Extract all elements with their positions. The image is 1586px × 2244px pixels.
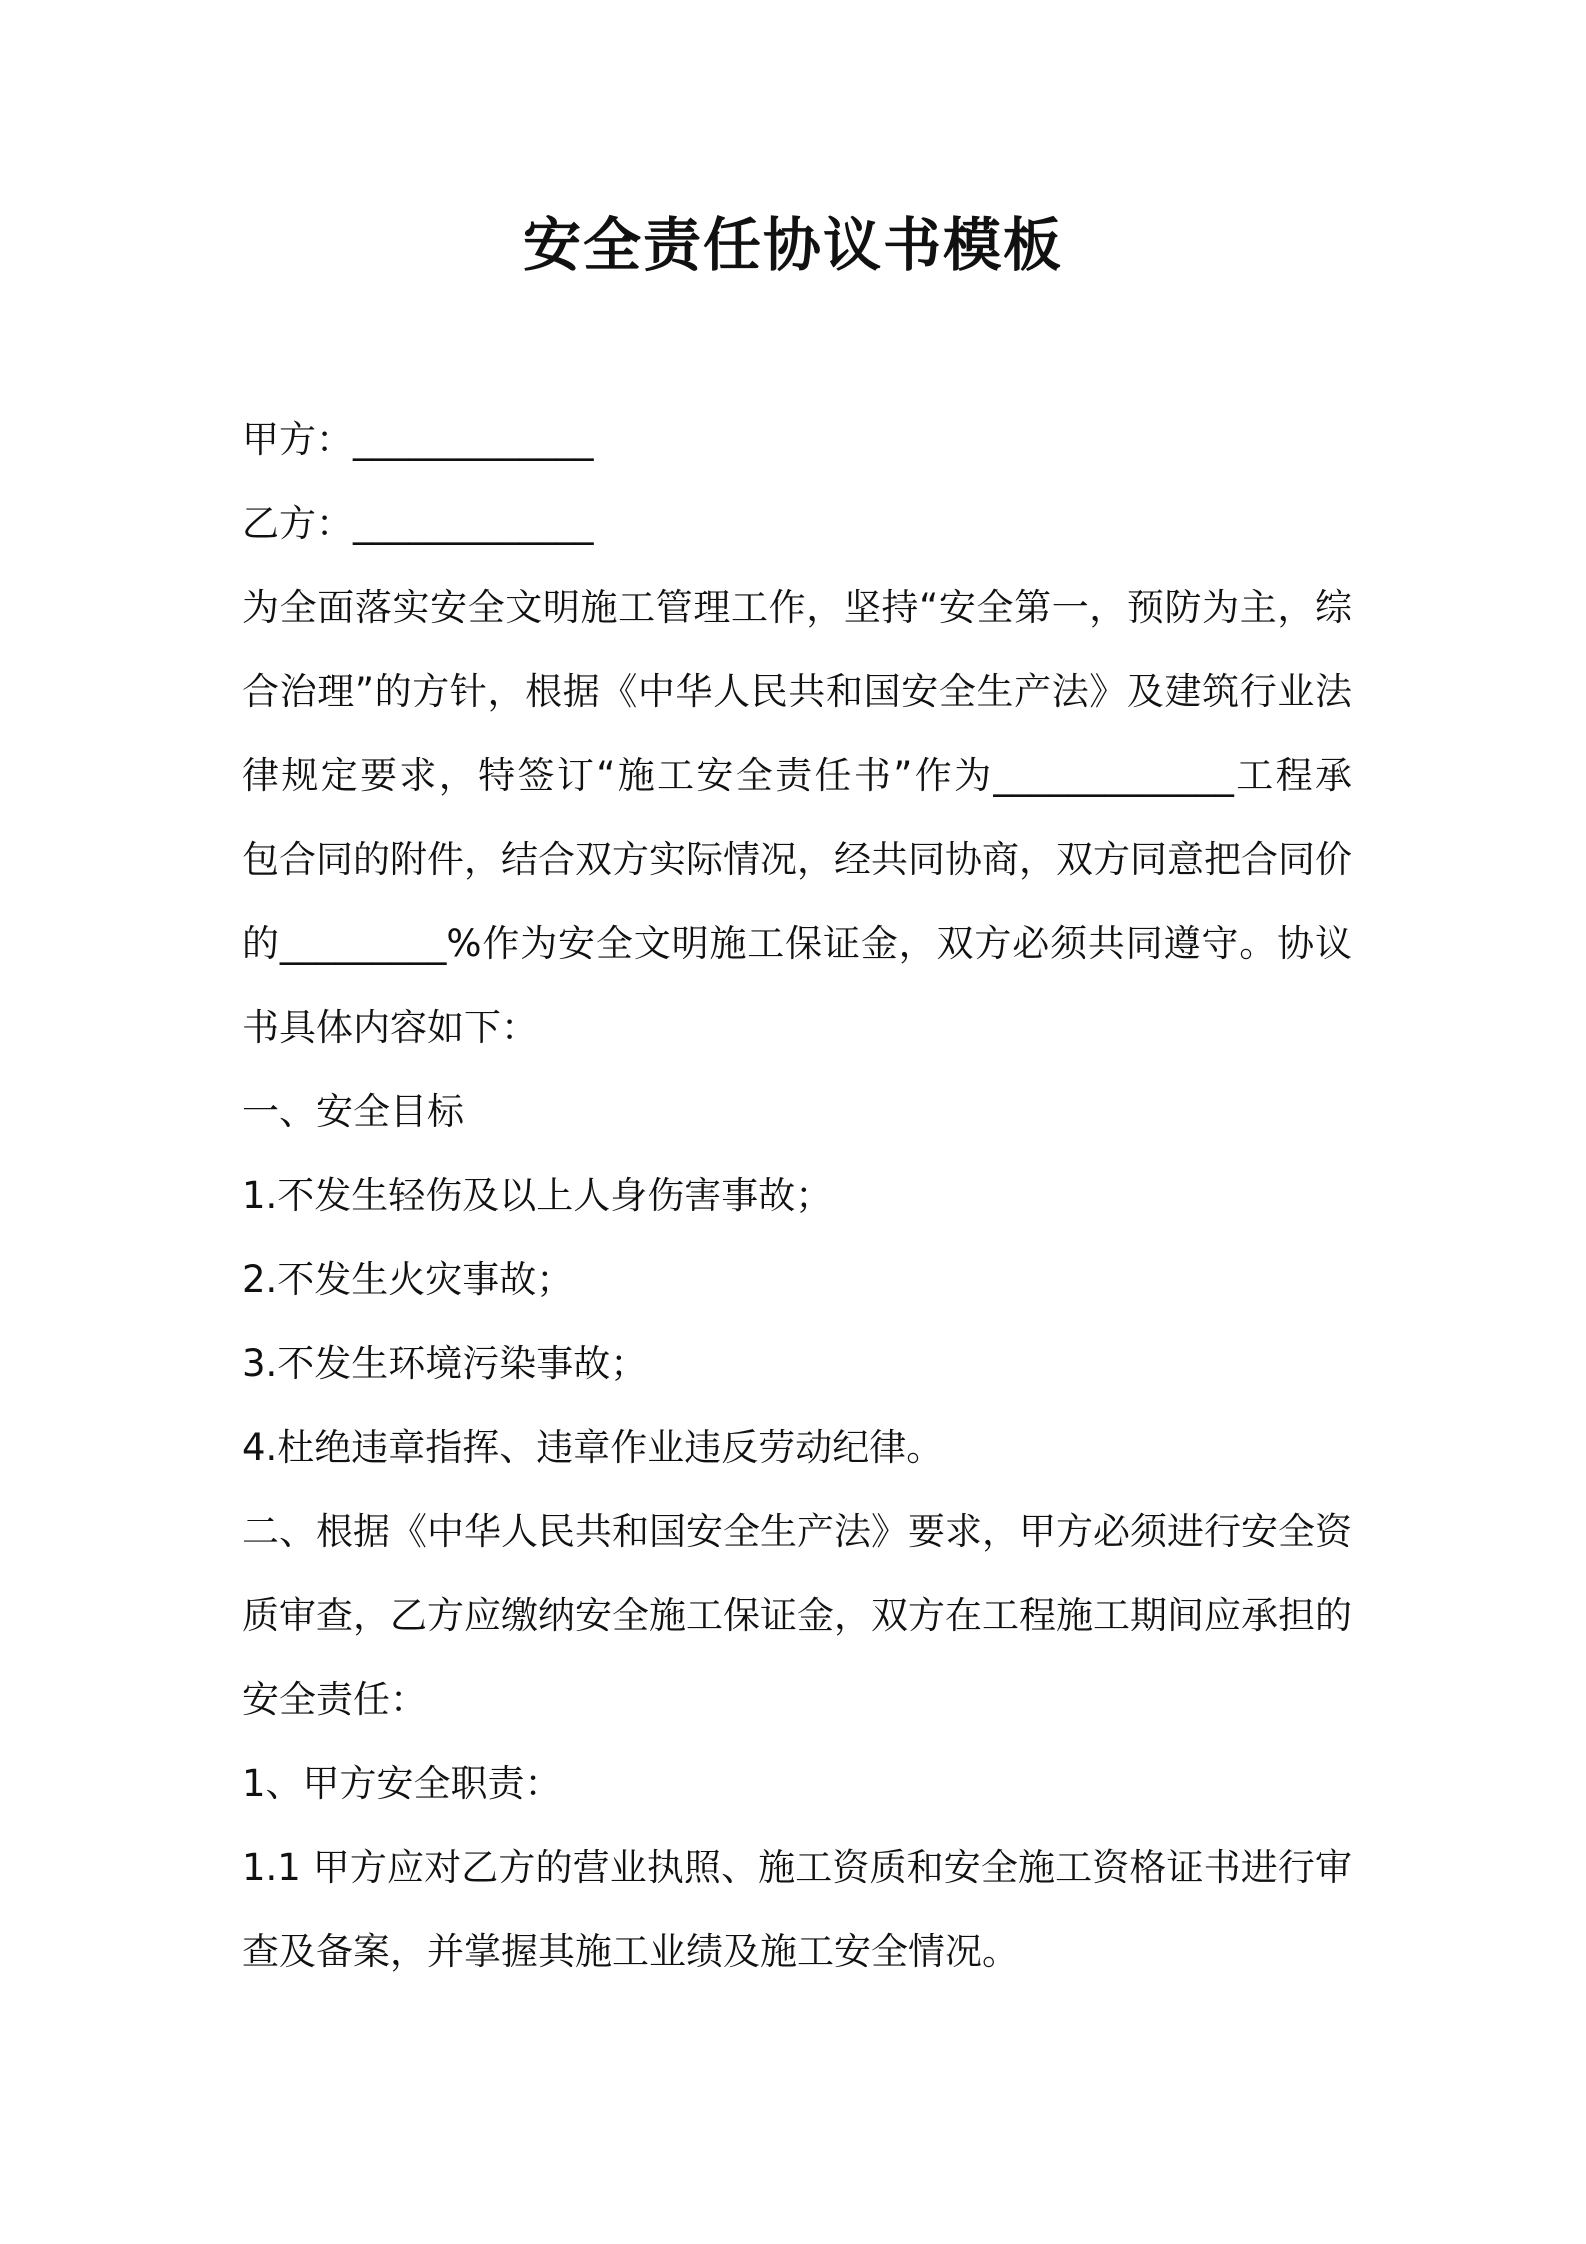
body-line: 4.杜绝违章指挥、违章作业违反劳动纪律。 — [242, 1426, 944, 1469]
body-line: 合治理”的方针，根据《中华人民共和国安全生产法》及建筑行业法 — [242, 670, 1352, 713]
body-line: 查及备案，并掌握其施工业绩及施工安全情况。 — [242, 1930, 1019, 1973]
body-line: 甲方：_____________ — [242, 418, 594, 461]
body-line: 二、根据《中华人民共和国安全生产法》要求，甲方必须进行安全资 — [242, 1510, 1352, 1553]
body-line: 一、安全目标 — [242, 1090, 464, 1133]
document-body — [242, 398, 1352, 1994]
body-line: 为全面落实安全文明施工管理工作，坚持“安全第一，预防为主，综 — [242, 586, 1352, 629]
body-line: 1.不发生轻伤及以上人身伤害事故； — [242, 1174, 833, 1217]
body-line: 包合同的附件，结合双方实际情况，经共同协商，双方同意把合同价 — [242, 838, 1352, 881]
body-line: 1、甲方安全职责： — [242, 1762, 562, 1805]
body-line: 律规定要求，特签订“施工安全责任书”作为_____________工程承 — [242, 754, 1352, 797]
body-line: 安全责任： — [242, 1678, 427, 1721]
body-line: 的_________%作为安全文明施工保证金，双方必须共同遵守。协议 — [242, 922, 1352, 965]
document-title: 安全责任协议书模板 — [522, 211, 1063, 279]
body-line: 2.不发生火灾事故； — [242, 1258, 574, 1301]
body-line: 1.1 甲方应对乙方的营业执照、施工资质和安全施工资格证书进行审 — [242, 1846, 1352, 1889]
body-line: 质审查，乙方应缴纳安全施工保证金，双方在工程施工期间应承担的 — [242, 1594, 1352, 1637]
body-line: 乙方：_____________ — [242, 502, 594, 545]
body-line: 书具体内容如下： — [242, 1006, 538, 1049]
body-line: 3.不发生环境污染事故； — [242, 1342, 648, 1385]
